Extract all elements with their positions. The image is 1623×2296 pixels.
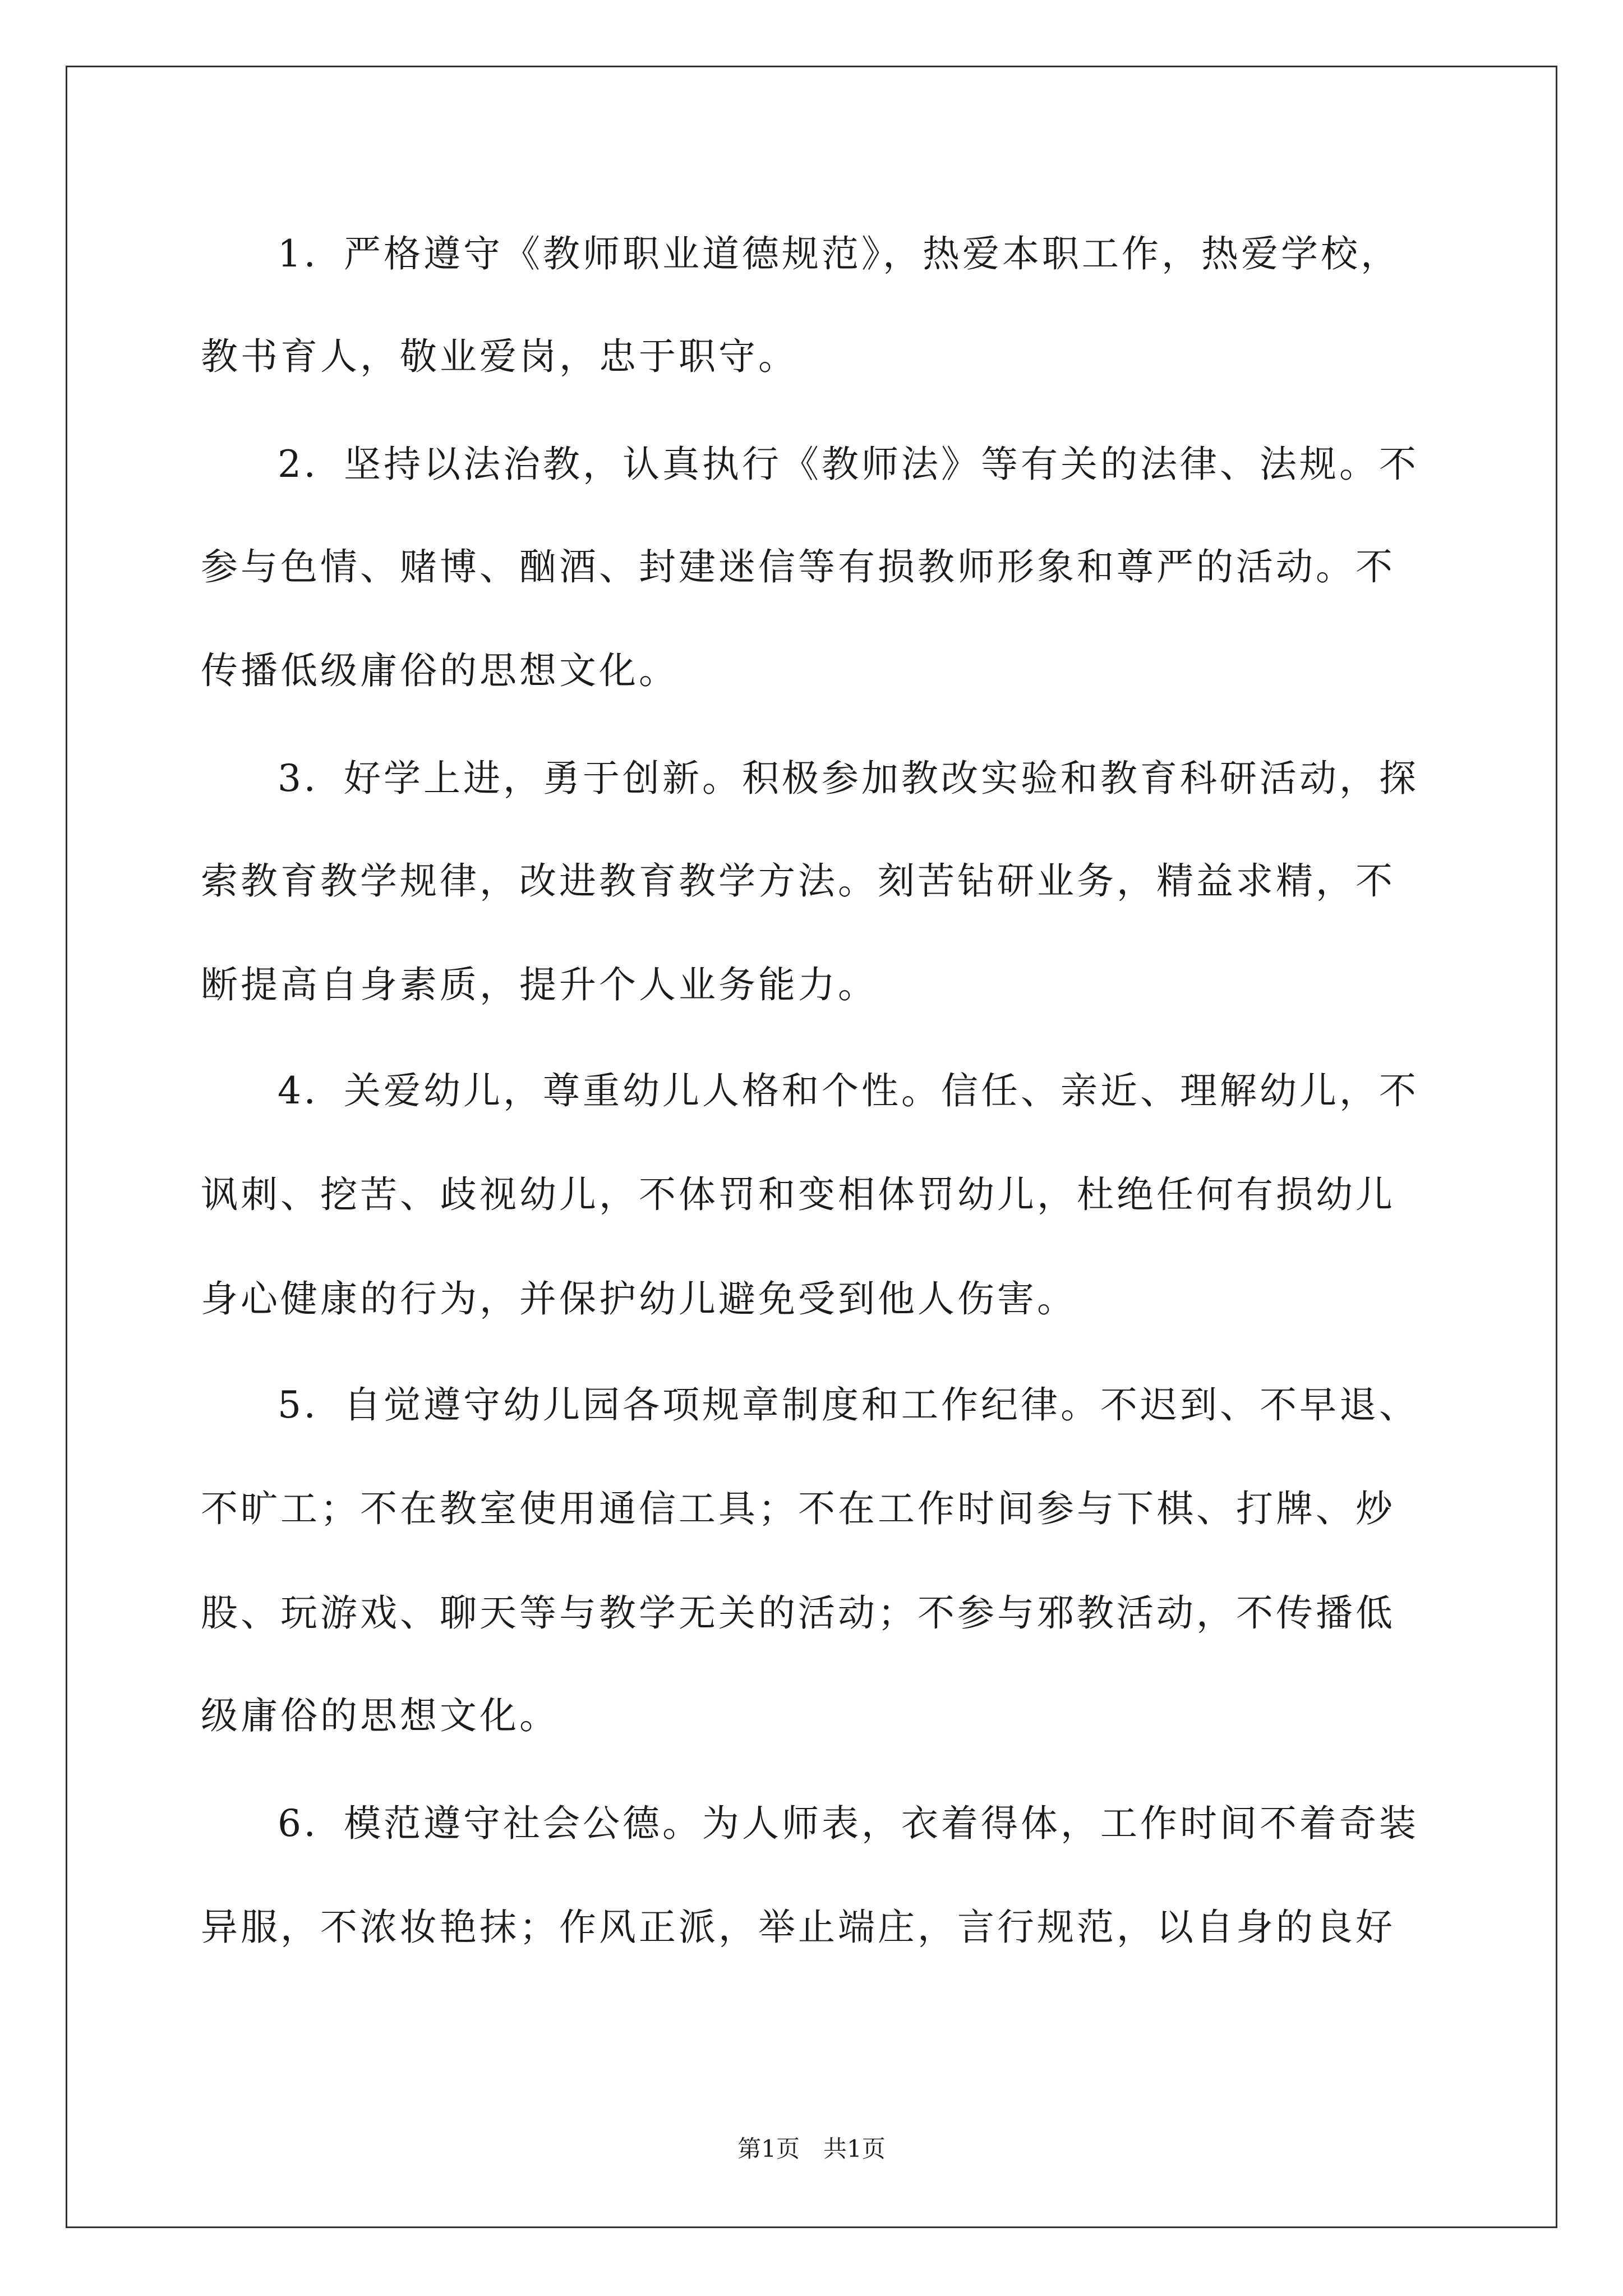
item-2-line-2: 参与色情、赌博、酗酒、封建迷信等有损教师形象和尊严的活动。不 (201, 545, 1395, 588)
item-2-line-1: 2．坚持以法治教，认真执行《教师法》等有关的法律、法规。不 (278, 443, 1419, 486)
item-3-line-2: 索教育教学规律，改进教育教学方法。刻苦钻研业务，精益求精，不 (201, 859, 1395, 903)
item-1-line-1: 1．严格遵守《教师职业道德规范》，热爱本职工作，热爱学校， (278, 232, 1400, 275)
item-1-line-2: 教书育人，敬业爱岗，忠于职守。 (201, 335, 798, 378)
item-6-line-2: 异服，不浓妆艳抹；作风正派，举止端庄，言行规范，以自身的良好 (201, 1906, 1395, 1949)
item-5-line-4: 级庸俗的思想文化。 (201, 1694, 559, 1737)
item-4-line-2: 讽刺、挖苦、歧视幼儿，不体罚和变相体罚幼儿，杜绝任何有损幼儿 (201, 1173, 1395, 1216)
item-3-line-3: 断提高自身素质，提升个人业务能力。 (201, 963, 878, 1006)
item-4-line-1: 4．关爱幼儿，尊重幼儿人格和个性。信任、亲近、理解幼儿，不 (278, 1069, 1419, 1112)
item-4-line-3: 身心健康的行为，并保护幼儿避免受到他人伤害。 (201, 1277, 1077, 1320)
item-5-line-3: 股、玩游戏、聊天等与教学无关的活动；不参与邪教活动，不传播低 (201, 1591, 1395, 1635)
item-5-line-1: 5．自觉遵守幼儿园各项规章制度和工作纪律。不迟到、不早退、 (278, 1383, 1419, 1427)
item-6-line-1: 6．模范遵守社会公德。为人师表，衣着得体，工作时间不着奇装 (278, 1802, 1419, 1845)
item-3-line-1: 3．好学上进，勇于创新。积极参加教改实验和教育科研活动，探 (278, 757, 1419, 800)
page-border (66, 66, 1557, 2228)
page-footer: 第1页 共1页 (737, 2135, 886, 2162)
item-2-line-3: 传播低级庸俗的思想文化。 (201, 649, 679, 692)
item-5-line-2: 不旷工；不在教室使用通信工具；不在工作时间参与下棋、打牌、炒 (201, 1487, 1395, 1530)
